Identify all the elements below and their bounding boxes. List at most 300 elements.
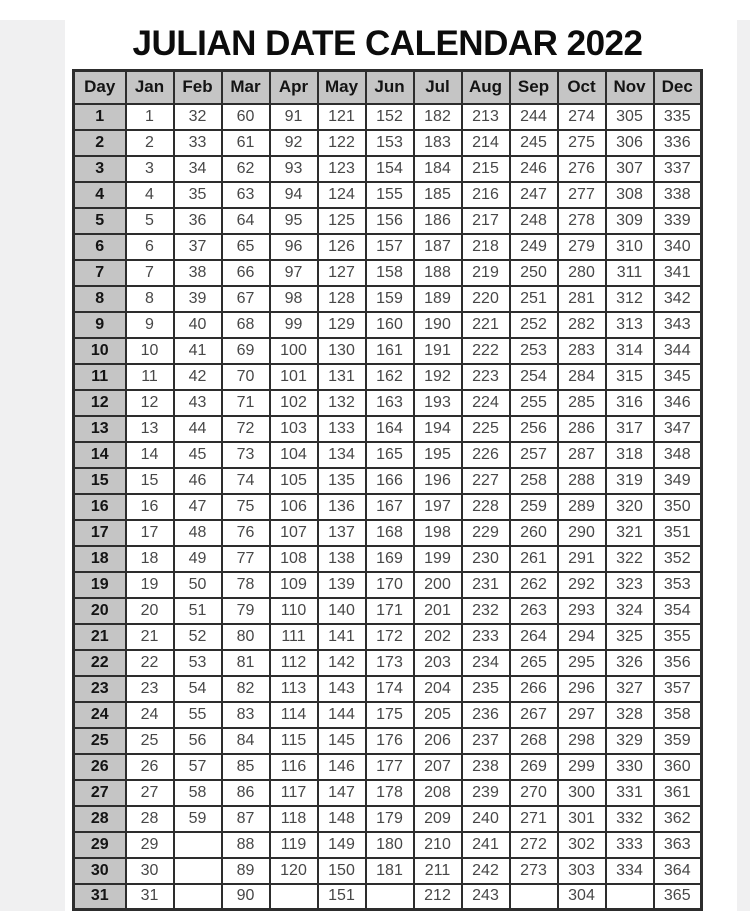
julian-day-cell: 278 [558,208,606,234]
julian-day-cell: 90 [222,884,270,910]
julian-day-cell: 112 [270,650,318,676]
julian-day-cell: 158 [366,260,414,286]
julian-day-cell: 348 [654,442,702,468]
julian-day-cell: 226 [462,442,510,468]
julian-day-cell: 324 [606,598,654,624]
julian-day-cell: 355 [654,624,702,650]
julian-day-cell: 22 [126,650,174,676]
julian-day-cell: 233 [462,624,510,650]
julian-day-cell: 249 [510,234,558,260]
julian-day-cell: 237 [462,728,510,754]
julian-day-cell: 18 [126,546,174,572]
julian-day-cell: 334 [606,858,654,884]
julian-day-cell: 60 [222,104,270,130]
julian-day-cell: 73 [222,442,270,468]
empty-cell [174,858,222,884]
table-row [74,260,702,286]
month-column-header-may: May [318,71,366,104]
julian-day-cell: 89 [222,858,270,884]
julian-day-cell: 114 [270,702,318,728]
julian-day-cell: 361 [654,780,702,806]
julian-day-cell: 354 [654,598,702,624]
julian-day-cell: 156 [366,208,414,234]
left-page-margin [0,20,65,911]
table-row [74,234,702,260]
julian-day-cell: 239 [462,780,510,806]
julian-day-cell: 216 [462,182,510,208]
julian-day-cell: 108 [270,546,318,572]
table-row [74,702,702,728]
table-row [74,442,702,468]
julian-day-cell: 127 [318,260,366,286]
julian-day-cell: 236 [462,702,510,728]
julian-day-cell: 144 [318,702,366,728]
julian-day-cell: 318 [606,442,654,468]
julian-day-cell: 87 [222,806,270,832]
julian-day-cell: 266 [510,676,558,702]
table-row [74,884,702,910]
julian-day-cell: 228 [462,494,510,520]
julian-day-cell: 29 [126,832,174,858]
julian-day-cell: 7 [126,260,174,286]
julian-day-cell: 101 [270,364,318,390]
julian-day-cell: 37 [174,234,222,260]
day-cell: 2 [74,130,126,156]
julian-day-cell: 209 [414,806,462,832]
julian-day-cell: 83 [222,702,270,728]
julian-day-cell: 130 [318,338,366,364]
julian-day-cell: 38 [174,260,222,286]
day-cell: 29 [74,832,126,858]
julian-day-cell: 265 [510,650,558,676]
julian-day-cell: 173 [366,650,414,676]
julian-day-cell: 215 [462,156,510,182]
julian-day-cell: 135 [318,468,366,494]
julian-day-cell: 133 [318,416,366,442]
julian-day-cell: 293 [558,598,606,624]
julian-day-cell: 210 [414,832,462,858]
day-cell: 23 [74,676,126,702]
julian-day-cell: 193 [414,390,462,416]
empty-cell [366,884,414,910]
julian-day-cell: 8 [126,286,174,312]
julian-day-cell: 76 [222,520,270,546]
table-row [74,182,702,208]
day-cell: 21 [74,624,126,650]
julian-day-cell: 169 [366,546,414,572]
julian-day-cell: 66 [222,260,270,286]
julian-day-cell: 153 [366,130,414,156]
julian-day-cell: 320 [606,494,654,520]
julian-day-cell: 41 [174,338,222,364]
julian-day-cell: 285 [558,390,606,416]
julian-day-cell: 1 [126,104,174,130]
day-cell: 26 [74,754,126,780]
julian-day-cell: 317 [606,416,654,442]
table-row [74,390,702,416]
julian-day-cell: 185 [414,182,462,208]
table-row [74,468,702,494]
julian-day-cell: 337 [654,156,702,182]
julian-day-cell: 27 [126,780,174,806]
julian-day-cell: 345 [654,364,702,390]
julian-day-cell: 241 [462,832,510,858]
julian-day-cell: 99 [270,312,318,338]
julian-day-cell: 297 [558,702,606,728]
julian-day-cell: 65 [222,234,270,260]
julian-day-cell: 349 [654,468,702,494]
table-row [74,598,702,624]
day-cell: 31 [74,884,126,910]
julian-day-cell: 336 [654,130,702,156]
month-column-header-jun: Jun [366,71,414,104]
julian-day-cell: 255 [510,390,558,416]
julian-day-cell: 69 [222,338,270,364]
julian-day-cell: 79 [222,598,270,624]
julian-day-cell: 194 [414,416,462,442]
julian-day-cell: 10 [126,338,174,364]
julian-day-cell: 141 [318,624,366,650]
julian-day-cell: 159 [366,286,414,312]
day-cell: 15 [74,468,126,494]
julian-day-cell: 116 [270,754,318,780]
julian-day-cell: 161 [366,338,414,364]
julian-day-cell: 364 [654,858,702,884]
julian-day-cell: 145 [318,728,366,754]
julian-day-cell: 62 [222,156,270,182]
day-cell: 22 [74,650,126,676]
julian-day-cell: 206 [414,728,462,754]
julian-day-cell: 330 [606,754,654,780]
julian-day-cell: 56 [174,728,222,754]
month-column-header-mar: Mar [222,71,270,104]
julian-day-cell: 115 [270,728,318,754]
julian-day-cell: 325 [606,624,654,650]
table-row [74,806,702,832]
right-page-margin [737,20,750,911]
julian-day-cell: 222 [462,338,510,364]
julian-day-cell: 122 [318,130,366,156]
julian-day-cell: 129 [318,312,366,338]
julian-day-cell: 43 [174,390,222,416]
julian-day-cell: 290 [558,520,606,546]
julian-day-cell: 178 [366,780,414,806]
julian-day-cell: 142 [318,650,366,676]
julian-day-cell: 132 [318,390,366,416]
julian-day-cell: 281 [558,286,606,312]
day-cell: 28 [74,806,126,832]
julian-day-cell: 346 [654,390,702,416]
julian-day-cell: 113 [270,676,318,702]
julian-day-cell: 326 [606,650,654,676]
julian-day-cell: 282 [558,312,606,338]
julian-day-cell: 64 [222,208,270,234]
julian-day-cell: 225 [462,416,510,442]
julian-day-cell: 245 [510,130,558,156]
table-row [74,650,702,676]
julian-day-cell: 174 [366,676,414,702]
julian-day-cell: 262 [510,572,558,598]
julian-day-cell: 308 [606,182,654,208]
month-column-header-jan: Jan [126,71,174,104]
julian-day-cell: 172 [366,624,414,650]
julian-day-cell: 59 [174,806,222,832]
julian-day-cell: 273 [510,858,558,884]
julian-day-cell: 189 [414,286,462,312]
julian-day-cell: 252 [510,312,558,338]
table-row [74,832,702,858]
month-column-header-aug: Aug [462,71,510,104]
julian-day-cell: 2 [126,130,174,156]
julian-day-cell: 12 [126,390,174,416]
julian-day-cell: 341 [654,260,702,286]
julian-day-cell: 294 [558,624,606,650]
julian-day-cell: 321 [606,520,654,546]
julian-day-cell: 204 [414,676,462,702]
julian-day-cell: 353 [654,572,702,598]
julian-day-cell: 49 [174,546,222,572]
julian-day-cell: 71 [222,390,270,416]
table-header-row [74,71,702,104]
julian-day-cell: 15 [126,468,174,494]
month-column-header-jul: Jul [414,71,462,104]
julian-day-cell: 81 [222,650,270,676]
julian-day-cell: 97 [270,260,318,286]
julian-day-cell: 46 [174,468,222,494]
julian-day-cell: 118 [270,806,318,832]
julian-day-cell: 119 [270,832,318,858]
table-row [74,208,702,234]
julian-day-cell: 284 [558,364,606,390]
julian-day-cell: 175 [366,702,414,728]
day-cell: 20 [74,598,126,624]
julian-day-cell: 205 [414,702,462,728]
day-cell: 14 [74,442,126,468]
table-row [74,728,702,754]
julian-day-cell: 180 [366,832,414,858]
julian-day-cell: 335 [654,104,702,130]
julian-day-cell: 28 [126,806,174,832]
julian-day-cell: 75 [222,494,270,520]
julian-day-cell: 33 [174,130,222,156]
julian-day-cell: 352 [654,546,702,572]
julian-day-cell: 221 [462,312,510,338]
julian-day-cell: 54 [174,676,222,702]
julian-day-cell: 98 [270,286,318,312]
julian-day-cell: 58 [174,780,222,806]
julian-day-cell: 275 [558,130,606,156]
julian-day-cell: 45 [174,442,222,468]
julian-day-cell: 3 [126,156,174,182]
day-cell: 6 [74,234,126,260]
julian-day-cell: 207 [414,754,462,780]
julian-day-cell: 21 [126,624,174,650]
julian-day-cell: 315 [606,364,654,390]
julian-day-cell: 269 [510,754,558,780]
julian-day-cell: 104 [270,442,318,468]
day-cell: 10 [74,338,126,364]
table-row [74,780,702,806]
julian-day-cell: 124 [318,182,366,208]
julian-day-cell: 224 [462,390,510,416]
julian-day-cell: 50 [174,572,222,598]
julian-day-cell: 93 [270,156,318,182]
julian-day-cell: 356 [654,650,702,676]
julian-day-cell: 134 [318,442,366,468]
julian-day-cell: 272 [510,832,558,858]
julian-day-cell: 198 [414,520,462,546]
julian-day-cell: 247 [510,182,558,208]
julian-day-cell: 276 [558,156,606,182]
julian-day-cell: 42 [174,364,222,390]
julian-day-cell: 201 [414,598,462,624]
julian-day-cell: 117 [270,780,318,806]
julian-day-cell: 102 [270,390,318,416]
julian-day-cell: 328 [606,702,654,728]
julian-day-cell: 82 [222,676,270,702]
julian-day-cell: 311 [606,260,654,286]
julian-day-cell: 331 [606,780,654,806]
julian-day-cell: 128 [318,286,366,312]
julian-day-cell: 289 [558,494,606,520]
table-row [74,858,702,884]
day-column-header: Day [74,71,126,104]
julian-day-cell: 303 [558,858,606,884]
julian-day-cell: 110 [270,598,318,624]
julian-day-cell: 238 [462,754,510,780]
julian-day-cell: 140 [318,598,366,624]
julian-day-cell: 166 [366,468,414,494]
julian-day-cell: 16 [126,494,174,520]
julian-day-cell: 52 [174,624,222,650]
julian-day-cell: 327 [606,676,654,702]
julian-day-cell: 264 [510,624,558,650]
julian-day-cell: 231 [462,572,510,598]
julian-day-cell: 279 [558,234,606,260]
julian-day-cell: 339 [654,208,702,234]
day-cell: 30 [74,858,126,884]
table-row [74,572,702,598]
julian-day-cell: 30 [126,858,174,884]
julian-day-cell: 277 [558,182,606,208]
julian-day-cell: 167 [366,494,414,520]
julian-day-cell: 306 [606,130,654,156]
julian-day-cell: 192 [414,364,462,390]
julian-day-cell: 323 [606,572,654,598]
julian-day-cell: 91 [270,104,318,130]
julian-day-cell: 196 [414,468,462,494]
julian-day-cell: 263 [510,598,558,624]
julian-day-cell: 149 [318,832,366,858]
day-cell: 25 [74,728,126,754]
julian-day-cell: 123 [318,156,366,182]
julian-day-cell: 106 [270,494,318,520]
month-column-header-oct: Oct [558,71,606,104]
julian-day-cell: 77 [222,546,270,572]
table-row [74,286,702,312]
julian-day-cell: 78 [222,572,270,598]
julian-day-cell: 195 [414,442,462,468]
julian-day-cell: 332 [606,806,654,832]
table-row [74,520,702,546]
julian-day-cell: 48 [174,520,222,546]
julian-day-cell: 251 [510,286,558,312]
julian-day-cell: 283 [558,338,606,364]
julian-day-cell: 203 [414,650,462,676]
julian-day-cell: 170 [366,572,414,598]
julian-day-cell: 274 [558,104,606,130]
julian-day-cell: 212 [414,884,462,910]
julian-day-cell: 162 [366,364,414,390]
julian-day-cell: 288 [558,468,606,494]
julian-day-cell: 17 [126,520,174,546]
month-column-header-sep: Sep [510,71,558,104]
empty-cell [510,884,558,910]
julian-day-cell: 310 [606,234,654,260]
julian-day-cell: 67 [222,286,270,312]
julian-date-table [72,69,703,911]
day-cell: 5 [74,208,126,234]
julian-day-cell: 202 [414,624,462,650]
julian-day-cell: 136 [318,494,366,520]
julian-day-cell: 131 [318,364,366,390]
julian-day-cell: 44 [174,416,222,442]
julian-day-cell: 155 [366,182,414,208]
julian-day-cell: 359 [654,728,702,754]
julian-day-cell: 183 [414,130,462,156]
table-row [74,338,702,364]
julian-day-cell: 35 [174,182,222,208]
julian-day-cell: 86 [222,780,270,806]
page-title: JULIAN DATE CALENDAR 2022 [132,24,643,63]
julian-day-cell: 187 [414,234,462,260]
day-cell: 19 [74,572,126,598]
julian-day-cell: 11 [126,364,174,390]
day-cell: 12 [74,390,126,416]
empty-cell [174,832,222,858]
julian-day-cell: 94 [270,182,318,208]
table-row [74,754,702,780]
julian-day-cell: 182 [414,104,462,130]
julian-day-cell: 181 [366,858,414,884]
julian-day-cell: 333 [606,832,654,858]
julian-day-cell: 168 [366,520,414,546]
julian-day-cell: 319 [606,468,654,494]
julian-day-cell: 244 [510,104,558,130]
julian-day-cell: 61 [222,130,270,156]
julian-day-cell: 267 [510,702,558,728]
julian-day-cell: 111 [270,624,318,650]
julian-day-cell: 312 [606,286,654,312]
julian-day-cell: 350 [654,494,702,520]
julian-day-cell: 36 [174,208,222,234]
julian-day-cell: 342 [654,286,702,312]
julian-day-cell: 68 [222,312,270,338]
table-row [74,364,702,390]
julian-day-cell: 329 [606,728,654,754]
julian-day-cell: 95 [270,208,318,234]
julian-day-cell: 24 [126,702,174,728]
julian-day-cell: 259 [510,494,558,520]
julian-day-cell: 253 [510,338,558,364]
julian-day-cell: 137 [318,520,366,546]
julian-day-cell: 105 [270,468,318,494]
julian-day-cell: 179 [366,806,414,832]
julian-day-cell: 242 [462,858,510,884]
julian-day-cell: 107 [270,520,318,546]
julian-day-cell: 217 [462,208,510,234]
julian-day-cell: 9 [126,312,174,338]
